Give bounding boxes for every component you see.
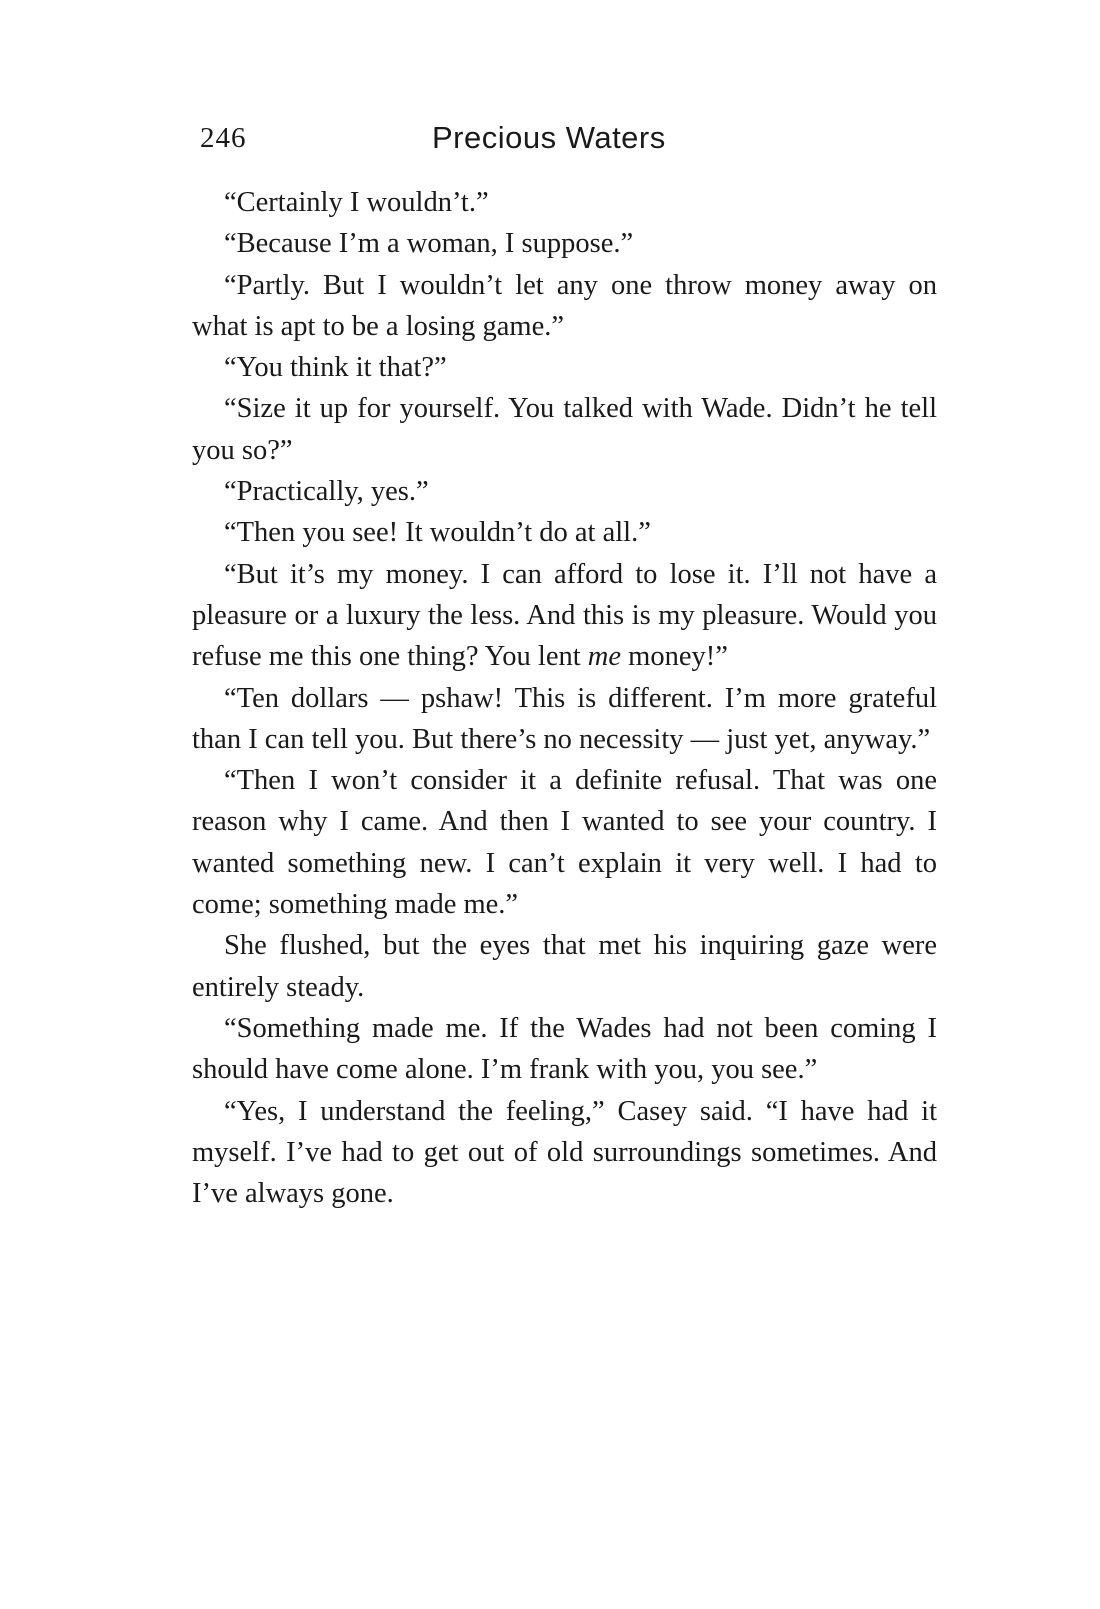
running-title: Precious Waters [432,120,666,155]
page-number: 246 [200,122,247,154]
paragraph: “Then you see! It wouldn’t do at all.” [224,517,651,549]
paragraph: “Then I won’t consider it a definite refusal. That was one reason why I came. And then I wanted to see your country. I wanted something new. I can’t explain it very well. I had to come; something made me.” [192,765,937,921]
paragraph [192,554,937,678]
paragraph: “Certainly I wouldn’t.” [224,187,489,218]
paragraph: “You think it that?” [224,352,447,384]
paragraph: “Because I’m a woman, I suppose.” [224,228,634,260]
body-text [192,182,937,1214]
paragraph: “Partly. But I wouldn’t let any one throw money away on what is apt to be a losing game.” [192,269,937,342]
paragraph: “Practically, yes.” [224,476,429,508]
running-head [200,122,740,166]
paragraph: “Size it up for yourself. You talked with Wade. Didn’t he tell you so?” [192,393,937,466]
paragraph-text: money!” [621,641,728,673]
paragraph: She flushed, but the eyes that met his inquiring gaze were entirely steady. [192,930,937,1003]
paragraph: “Something made me. If the Wades had not been coming I should have come alone. I’m frank with you, you see.” [192,1012,937,1086]
paragraph-text: “But it’s my money. I can afford to lose it. I’ll not have a pleasure or a luxury the less. And this is my pleasure. Would you refuse me this one thing? You lent [192,558,937,673]
paragraph: “Ten dollars — pshaw! This is different. I’m more grateful than I can tell you. But there’s no necessity — just yet, anyway.” [192,682,937,755]
emphasis-text: me [587,641,622,673]
paragraph: “Yes, I understand the feeling,” Casey said. “I have had it myself. I’ve had to get out of old surroundings sometimes. And I’ve always gone. [192,1095,937,1210]
